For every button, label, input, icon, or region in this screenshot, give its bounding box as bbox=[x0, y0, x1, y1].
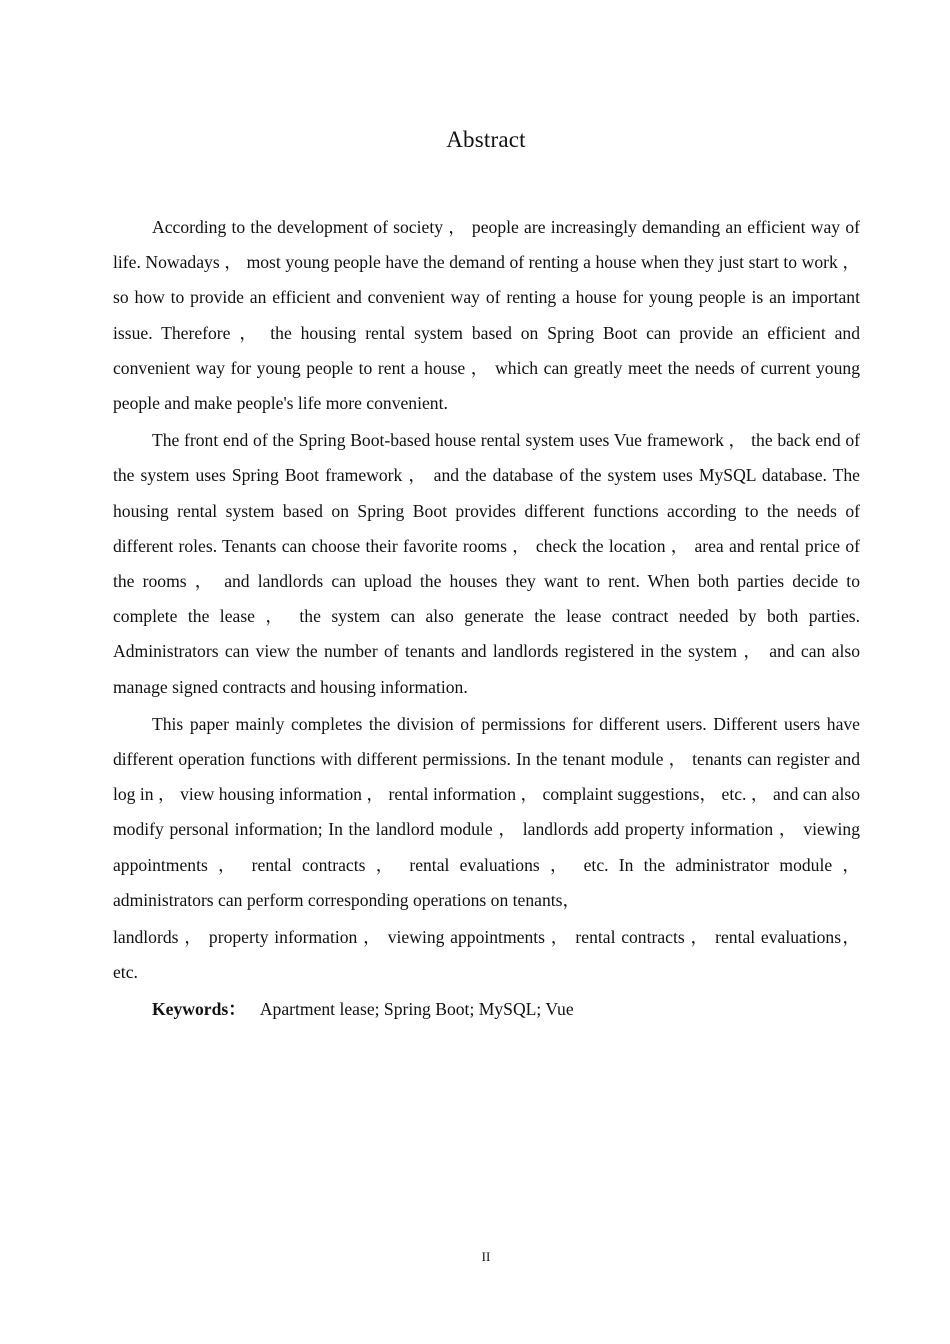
abstract-paragraph-2: The front end of the Spring Boot-based house rental system uses Vue framework ， the back end of the system uses Spring Boot framework ， and the database of the system uses MySQL database. The housing rental system based on Spring Boot provides different functions according to the needs of different roles. Tenants can choose their favorite rooms ， check the location ， area and rental price of the rooms ， and landlords can upload the houses they want to rent. When both parties decide to complete the lease ， the system can also generate the lease contract needed by both parties. Administrators can view the number of tenants and landlords registered in the system ， and can also manage signed contracts and housing information. bbox=[113, 430, 860, 697]
abstract-body bbox=[113, 210, 860, 1028]
keywords-text: Apartment lease; Spring Boot; MySQL; Vue bbox=[259, 999, 574, 1020]
abstract-paragraph-4: landlords ， property information ， viewing appointments ， rental contracts ， rental evaluations， etc. bbox=[113, 927, 860, 983]
page-number: II bbox=[481, 1249, 491, 1264]
keywords-label: Keywords： bbox=[152, 999, 246, 1020]
keywords-line bbox=[113, 992, 860, 1027]
abstract-title: Abstract bbox=[446, 127, 526, 152]
abstract-paragraph-1: According to the development of society ， people are increasingly demanding an efficient way of life. Nowadays ， most young people have the demand of renting a house when they just start to work ， so how to provide an efficient and convenient way of renting a house for young people is an important issue. Therefore ， the housing rental system based on Spring Boot can provide an efficient and convenient way for young people to rent a house ， which can greatly meet the needs of current young people and make people's life more convenient. bbox=[113, 217, 860, 414]
abstract-paragraph-3: This paper mainly completes the division of permissions for different users. Different users have different operation functions with different permissions. In the tenant module ， tenants can register and log in ， view housing information ， rental information ， complaint suggestions， etc. ， and can also modify personal information; In the landlord module ， landlords add property information ， viewing appointments ， rental contracts ， rental evaluations ， etc. In the administrator module ， administrators can perform corresponding operations on tenants， bbox=[113, 713, 860, 910]
